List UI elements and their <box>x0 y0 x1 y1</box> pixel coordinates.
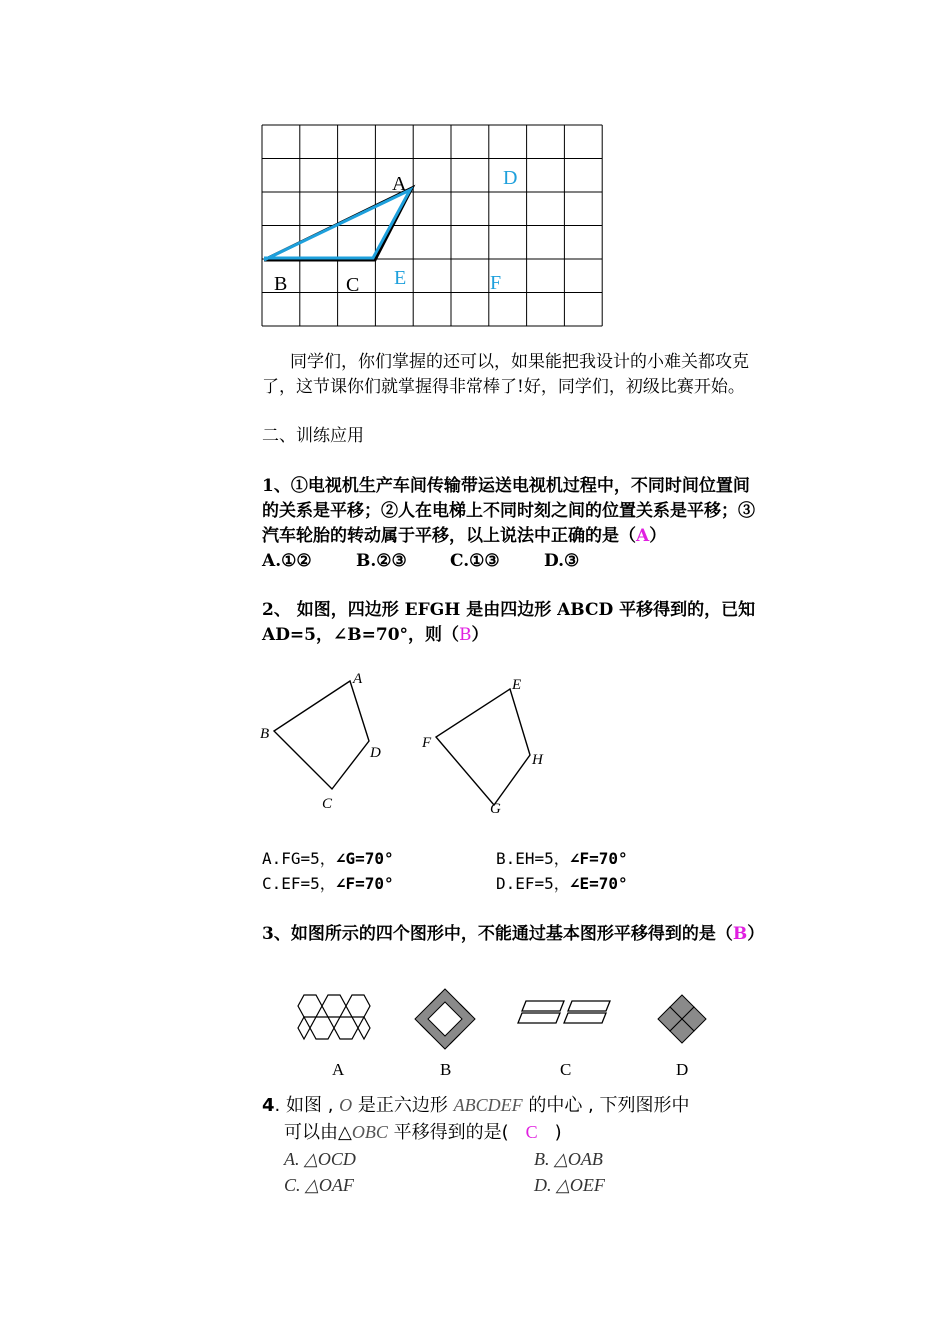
q4-center-o: O <box>339 1095 353 1115</box>
q3-shapes-figure <box>290 985 730 1085</box>
q1-line-3 <box>262 524 822 549</box>
quad-label-h: H <box>532 752 543 768</box>
quad-label-e: E <box>512 677 522 693</box>
q3-label-d: D <box>676 1060 689 1079</box>
q4-hexagon-name: ABCDEF <box>453 1095 523 1115</box>
quad-label-f: F <box>422 735 432 751</box>
q1-line-3-prefix: 汽车轮胎的转动属于平移，以上说法中正确的是（ <box>262 526 636 546</box>
shape-b-frame <box>415 989 475 1049</box>
q2-answer: B <box>459 625 472 645</box>
q1-line-1: 1、①电视机生产车间传输带运送电视机过程中，不同时间位置间 <box>262 476 750 496</box>
intro-line-2: 了，这节课你们就掌握得非常棒了!好，同学们，初级比赛开始。 <box>262 377 745 397</box>
q2-options <box>262 846 822 896</box>
quad-label-g: G <box>490 801 501 817</box>
intro-paragraph <box>262 350 822 400</box>
grid-lines <box>262 125 602 326</box>
quad-label-b: B <box>260 726 270 742</box>
section-title: 二、训练应用 <box>262 426 364 446</box>
q4-options-row-1 <box>262 1146 862 1172</box>
q2-option-c-angle: ∠F=70° <box>335 874 394 893</box>
quad-label-a: A <box>353 671 363 687</box>
q4-option-c: C. △OAF <box>284 1175 354 1195</box>
q2-option-b <box>496 849 628 868</box>
q1-line-2: 的关系是平移；②人在电梯上不同时刻之间的位置关系是平移；③ <box>262 501 755 521</box>
q2-option-c-prefix: C.EF=5， <box>262 874 336 893</box>
q2-option-a-angle: ∠G=70° <box>335 849 394 868</box>
q2-options-row-1 <box>262 846 822 871</box>
q2-option-b-prefix: B.EH=5， <box>496 849 570 868</box>
q4-options-row-2 <box>262 1172 862 1198</box>
quad-label-c: C <box>322 796 333 812</box>
label-f: F <box>490 272 502 294</box>
q1-option-d: D.③ <box>544 551 580 571</box>
q4-triangle: OBC <box>351 1122 388 1142</box>
q3-answer: B <box>732 924 748 944</box>
q2-line-2-prefix: AD=5，∠B=70°，则（ <box>262 625 460 645</box>
q2-option-d-angle: ∠E=70° <box>569 874 628 893</box>
q4-line-2 <box>262 1119 862 1146</box>
label-c: C <box>346 274 360 296</box>
q2-option-a-prefix: A.FG=5， <box>262 849 336 868</box>
q3-suffix: ） <box>747 924 765 944</box>
quad-efgh <box>436 689 530 805</box>
q4-option-a: A. △OCD <box>284 1149 356 1169</box>
q4-line-1-c: 的中心 , 下列图形中 <box>522 1095 690 1116</box>
q4-line-2-prefix: 可以由△ <box>284 1122 352 1143</box>
q3-label-b: B <box>440 1060 452 1079</box>
q2-line-2 <box>262 623 822 648</box>
label-b: B <box>274 273 288 295</box>
quad-abcd <box>274 681 369 789</box>
label-a: A <box>392 173 407 195</box>
q2-option-a <box>262 846 496 871</box>
shape-c-parallelograms <box>518 1001 610 1023</box>
q2-option-c <box>262 871 496 896</box>
q1-options <box>262 549 822 574</box>
q1-option-c: C.①③ <box>450 551 500 571</box>
label-d: D <box>503 167 518 189</box>
shape-a-hexagons <box>298 995 370 1039</box>
question-1 <box>262 474 822 574</box>
quad-label-d: D <box>370 745 381 761</box>
question-3 <box>262 922 842 947</box>
q3-label-c: C <box>560 1060 572 1079</box>
quadrilateral-figure <box>250 665 570 820</box>
shape-d-diamonds <box>658 995 706 1043</box>
q4-line-1-a: . 如图 , <box>274 1095 340 1116</box>
q2-option-d <box>496 874 628 893</box>
q2-options-row-2 <box>262 871 822 896</box>
grid-triangle-figure <box>0 0 950 340</box>
q1-option-a: A.①② <box>262 551 312 571</box>
question-2 <box>262 598 822 648</box>
q4-answer: C <box>525 1122 538 1142</box>
q3-label-a: A <box>332 1060 345 1079</box>
q2-line-2-suffix: ） <box>471 625 489 645</box>
q4-line-2-mid: 平移得到的是( <box>387 1122 509 1143</box>
q4-line-1-b: 是正六边形 <box>352 1095 454 1116</box>
q1-line-3-suffix: ） <box>649 526 667 546</box>
q4-number: 4 <box>262 1095 275 1116</box>
q4-line-1 <box>262 1092 862 1119</box>
q3-prefix: 3、如图所示的四个图形中，不能通过基本图形平移得到的是（ <box>262 924 733 944</box>
intro-line-1: 同学们，你们掌握的还可以，如果能把我设计的小难关都攻克 <box>290 352 749 372</box>
q2-option-b-angle: ∠F=70° <box>569 849 628 868</box>
q4-line-2-suffix: ) <box>554 1122 562 1143</box>
label-e: E <box>394 267 407 289</box>
q4-option-d: D. △OEF <box>534 1175 605 1195</box>
q1-answer: A <box>636 526 650 546</box>
q4-option-b: B. △OAB <box>534 1149 603 1169</box>
q2-option-d-prefix: D.EF=5， <box>496 874 570 893</box>
q1-option-b: B.②③ <box>356 551 407 571</box>
question-4 <box>262 1092 862 1198</box>
q2-line-1: 2、 如图，四边形 EFGH 是由四边形 ABCD 平移得到的，已知 <box>262 600 756 620</box>
